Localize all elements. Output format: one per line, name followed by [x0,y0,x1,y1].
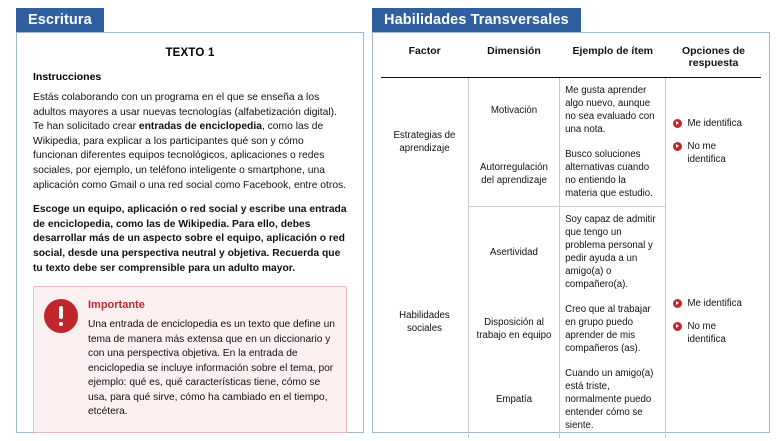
header-factor: Factor [381,39,468,78]
header-item: Ejemplo de ítem [560,39,666,78]
paragraph-1-emphasis: entradas de enciclopedia [138,121,262,133]
item-cell: Cuando un amigo(a) está triste, normalmente puedo entender cómo se siente. [560,361,666,438]
habilidades-content [372,32,770,433]
item-cell: Busco soluciones alternativas cuando no entiendo la materia que estudio. [560,142,666,207]
factor-cell: Habilidades sociales [381,207,468,439]
habilidades-table [381,39,761,438]
callout-text: Una entrada de enciclopedia es un texto que define un tema de manera más extensa que en un diccionario y con una perspectiva objetiva. En la entrada de enciclopedia se incluye información sobre el tema, por ejemplo: qué es, qué características tiene, cómo se usa, para qué sirve, cómo ha cambiado en el tiempo, etcétera. [88,319,335,418]
options-group [671,298,756,346]
options-cell [666,78,761,207]
options-cell [666,207,761,439]
header-dimension: Dimensión [468,39,559,78]
dimension-cell: Autorregulación del aprendizaje [468,142,559,207]
callout-body [88,297,336,419]
table-header-row [381,39,761,78]
option-label: Me identifica [687,118,742,130]
habilidades-tab[interactable]: Habilidades Transversales [372,8,581,34]
paragraph-1-part-a: Estás colaborando con un programa en el que se enseña a los adultos mayores a usar nuevas tecnologías (alfabetización digital). Te han solicitado crear [33,92,337,133]
factor-cell: Estrategias de aprendizaje [381,78,468,207]
item-cell: Creo que al trabajar en grupo puedo aprender de mis compañeros (as). [560,297,666,361]
dimension-cell: Motivación [468,78,559,143]
option-no-me-identifica[interactable] [673,141,756,166]
escritura-content [16,32,364,433]
option-me-identifica[interactable] [673,298,756,311]
radio-icon[interactable] [673,322,682,331]
instructions-paragraph-2: Escoge un equipo, aplicación o red social y escribe una entrada de enciclopedia, como las de Wikipedia. Para ello, debes desarrollar más de un aspecto sobre el equipo, aplicación o red social, desde una perspectiva neutral y objetiva. Recuerda que tu texto debe ser comprensible para un adulto mayor. [33,204,347,274]
table-row [381,78,761,143]
callout-title: Importante [88,299,145,312]
option-label: Me identifica [687,298,742,310]
option-no-me-identifica[interactable] [673,321,756,346]
dimension-cell: Disposición al trabajo en equipo [468,297,559,361]
option-me-identifica[interactable] [673,118,756,131]
header-options: Opciones de respuesta [666,39,761,78]
escritura-panel [16,8,364,433]
dimension-cell: Empatía [468,361,559,438]
option-label: No me identifica [687,140,726,165]
radio-icon[interactable] [673,142,682,151]
page-title: TEXTO 1 [165,47,215,59]
item-cell: Soy capaz de admitir que tengo un problema personal y pedir ayuda a un amigo(a) o compañero(a). [560,207,666,298]
paragraph-1-part-c: , como las de Wikipedia, para explicar a los participantes qué son y cómo funcionan diferentes equipos tecnológicos, aplicaciones o redes sociales, por ejemplo, un teléfono inteligente o smartphone, una aplicación como Gmail o una red social como Facebook, entre otros. [33,121,347,191]
table-row [381,207,761,298]
instructions-paragraph-1 [33,91,347,193]
radio-icon[interactable] [673,119,682,128]
habilidades-panel [372,8,770,433]
item-cell: Me gusta aprender algo nuevo, aunque no sea evaluado con una nota. [560,78,666,143]
escritura-tab[interactable]: Escritura [16,8,104,34]
exclamation-icon [44,299,78,333]
radio-icon[interactable] [673,299,682,308]
option-label: No me identifica [687,320,726,345]
dimension-cell: Asertividad [468,207,559,298]
important-callout [33,286,347,432]
instructions-label: Instrucciones [33,71,102,83]
options-group [671,118,756,166]
